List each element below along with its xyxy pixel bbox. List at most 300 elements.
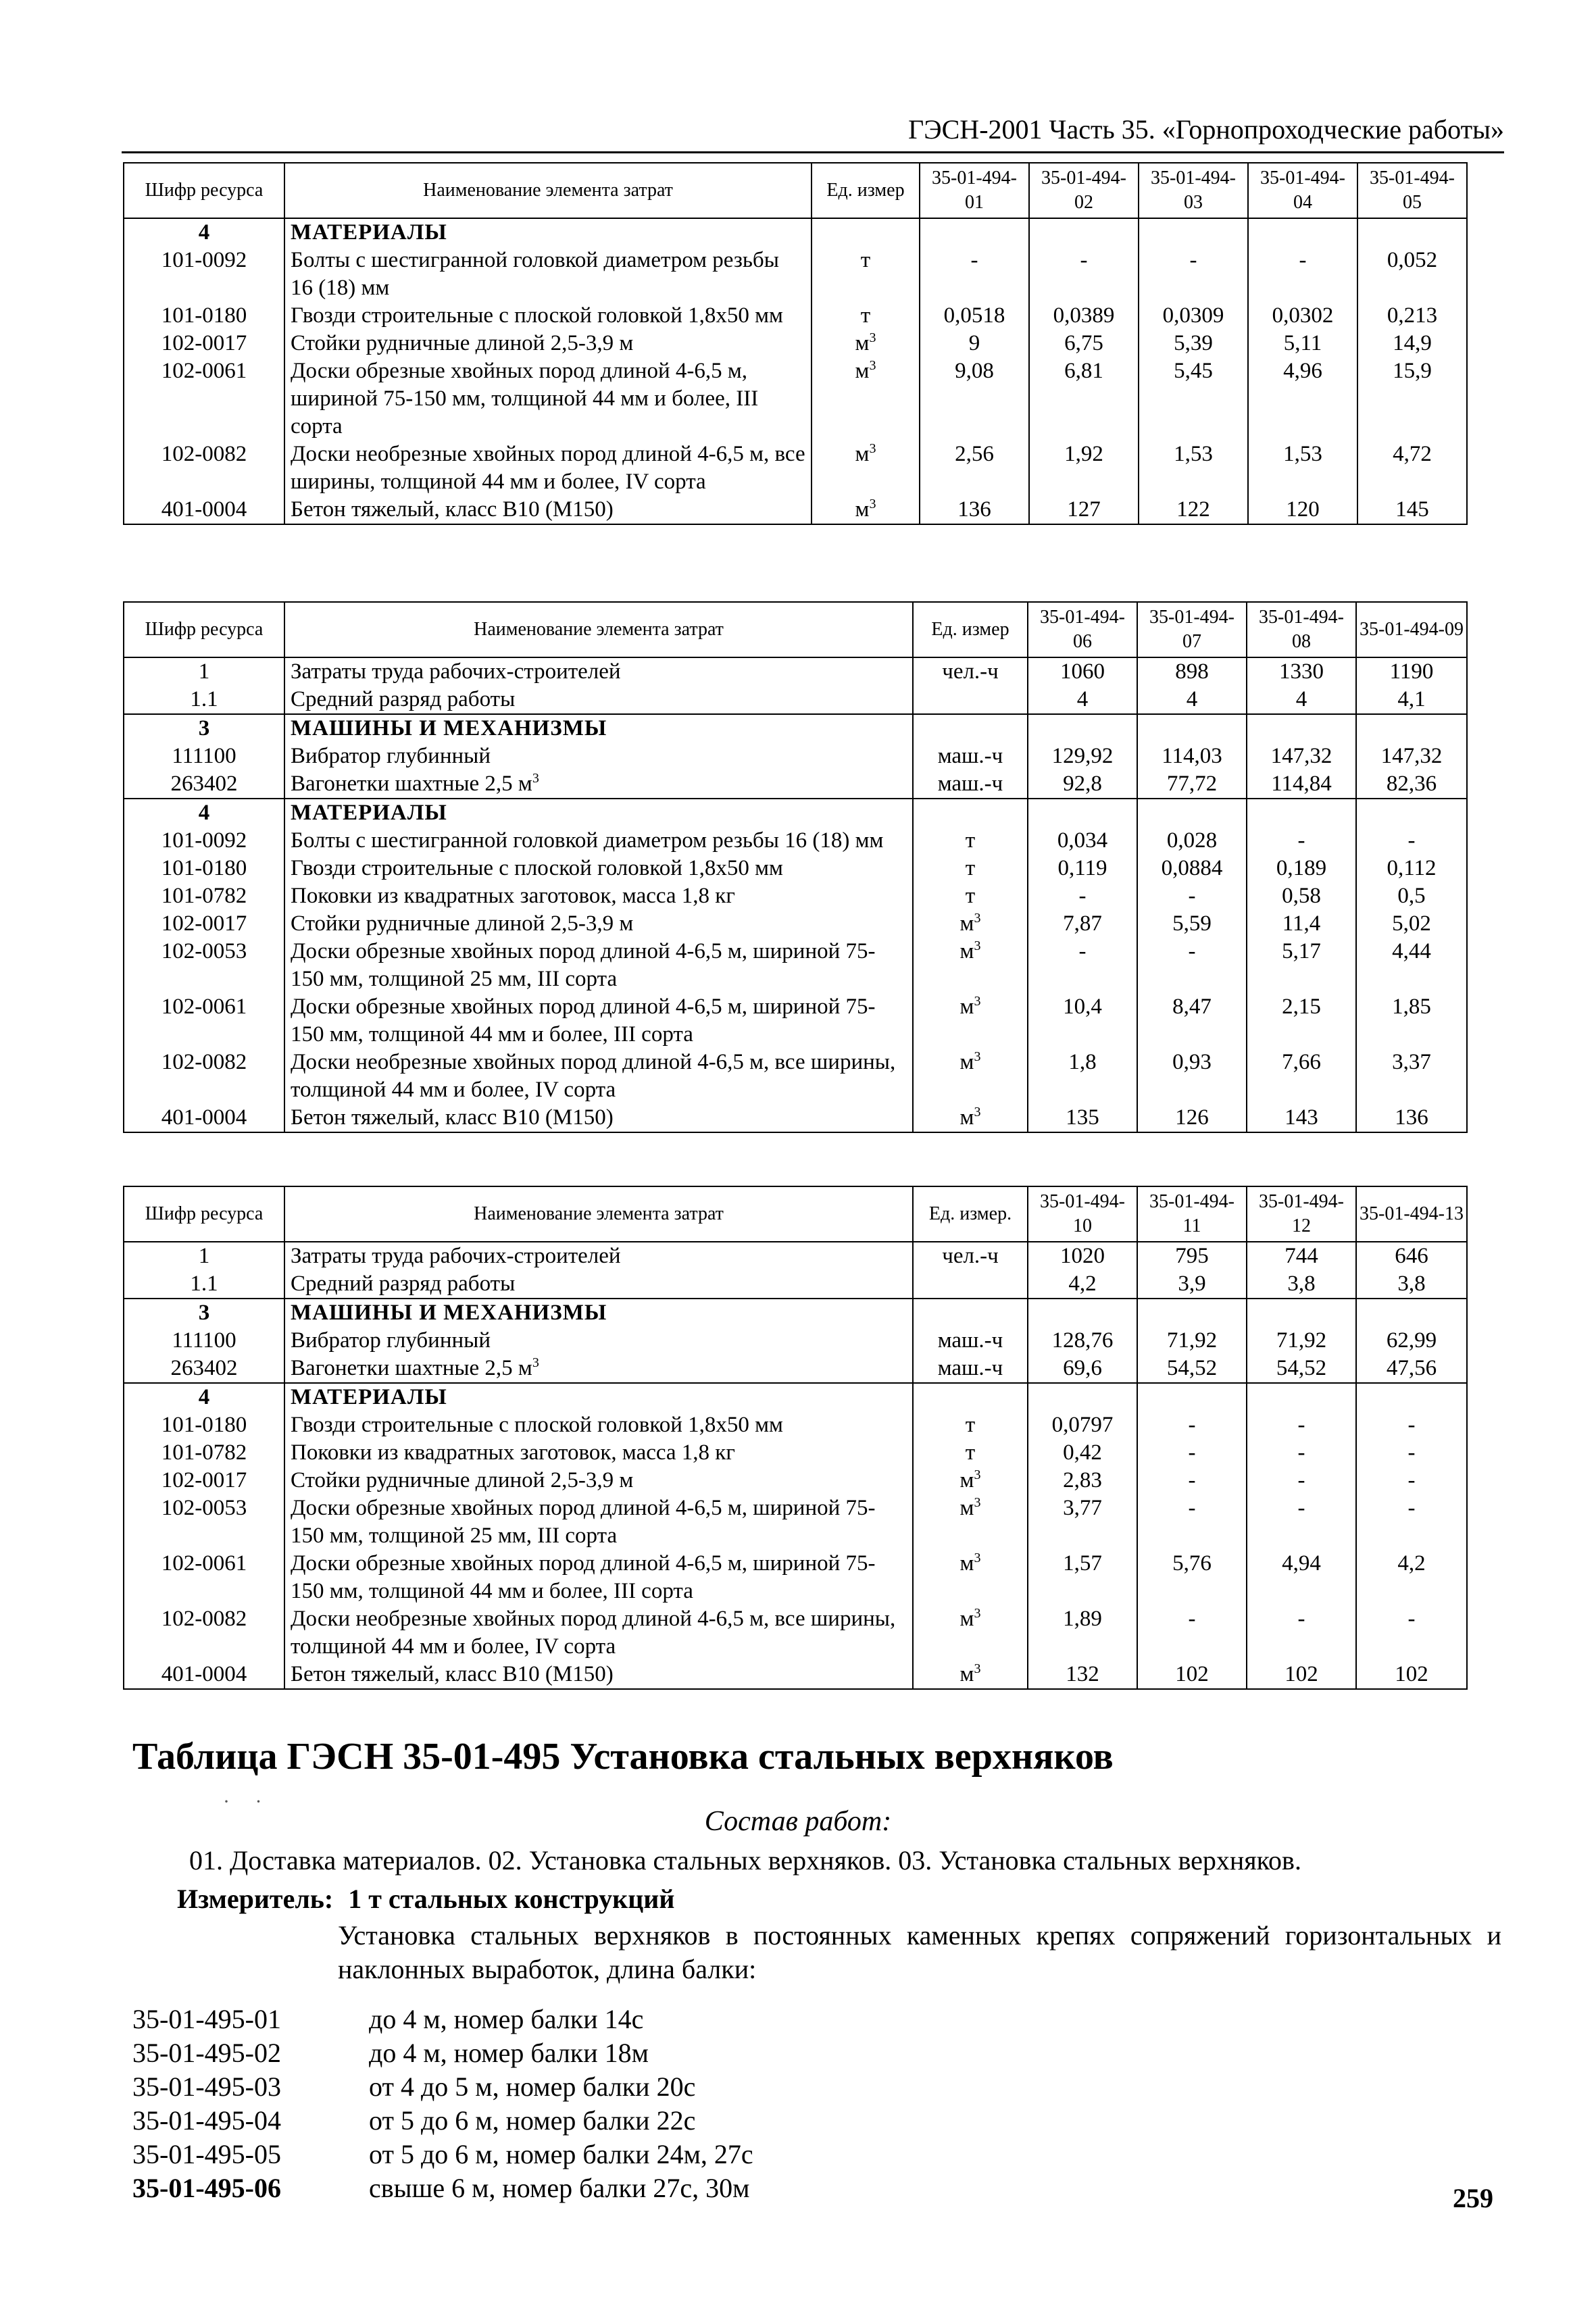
table-row [124,1355,1467,1383]
norm-value [1356,799,1467,827]
resource-name: Вагонетки шахтные 2,5 $м^3$ [284,770,913,799]
resource-name: Вибратор глубинный [284,743,913,770]
resource-unit: $м^3$ [913,1661,1028,1689]
norm-value: 1,92 [1029,441,1139,496]
norm-value: - [1248,247,1357,302]
norm-value: 4,2 [1028,1270,1137,1299]
page-number: 259 [1453,2183,1493,2213]
norm-value: - [1247,1411,1356,1439]
norm-value [1028,1299,1137,1327]
column-header-norm: 35-01-494-02 [1029,163,1139,218]
table-row [124,1494,1467,1550]
unit-exponent: 3 [869,358,876,373]
column-header-unit: Ед. измер. [913,1186,1028,1242]
variant-code: 35-01-495-06 [132,2173,281,2203]
norm-value: 15,9 [1357,357,1467,441]
norm-value: - [1247,827,1356,855]
composition-heading: Состав работ: [704,1806,892,1837]
variant-code: 35-01-495-05 [132,2139,281,2169]
resource-name: Поковки из квадратных заготовок, масса 1,8 кг [284,882,913,910]
norm-value: 135 [1028,1104,1137,1132]
resource-name: Доски обрезные хвойных пород длиной 4-6,5 м, шириной 75-150 мм, толщиной 25 мм, III сорта [284,1494,913,1550]
table-row [124,1327,1467,1355]
norm-value: 3,8 [1247,1270,1356,1299]
column-header-norm: 35-01-494-10 [1028,1186,1137,1242]
resource-table-494-01-05 [123,162,1468,525]
meter-value: 1 т стальных конструкций [348,1884,675,1914]
norm-value [1247,1383,1356,1411]
norm-value: 9 [920,330,1029,357]
norm-value: 7,87 [1028,910,1137,938]
table-row [124,855,1467,882]
resource-name: Средний разряд работы [284,1270,913,1299]
table-header-row [124,163,1467,218]
norm-value: 0,0302 [1248,302,1357,330]
norm-value: 0,0884 [1137,855,1247,882]
resource-unit [812,218,920,247]
variant-code: 35-01-495-03 [132,2071,281,2102]
norm-value: 4 [1247,686,1356,714]
norm-value: 0,0797 [1028,1411,1137,1439]
norm-value: 147,32 [1356,743,1467,770]
norm-value: 646 [1356,1242,1467,1270]
unit-exponent: 3 [532,1355,539,1370]
table-row [124,1049,1467,1104]
resource-name: Болты с шестигранной головкой диаметром резьбы 16 (18) мм [284,247,812,302]
norm-value [1029,218,1139,247]
resource-code: 1.1 [124,1270,284,1299]
norm-value [1248,218,1357,247]
resource-code: 101-0180 [124,1411,284,1439]
column-header-norm: 35-01-494-06 [1028,602,1137,657]
column-header-norm: 35-01-494-01 [920,163,1029,218]
norm-value: 2,83 [1028,1467,1137,1494]
column-header-norm: 35-01-494-11 [1137,1186,1247,1242]
norm-value: 0,58 [1247,882,1356,910]
table-row [124,743,1467,770]
norm-value: 54,52 [1137,1355,1247,1383]
composition-text: 01. Доставка материалов. 02. Установка стальных верхняков. 03. Установка стальных верхняков. [189,1845,1301,1876]
norm-value: 120 [1248,496,1357,524]
norm-value: 5,45 [1139,357,1248,441]
resource-unit: маш.-ч [913,743,1028,770]
norm-value: 3,37 [1356,1049,1467,1104]
norm-value: 0,0518 [920,302,1029,330]
norm-value: 898 [1137,657,1247,686]
resource-unit: $м^3$ [812,330,920,357]
norm-value: 744 [1247,1242,1356,1270]
norm-value: 6,81 [1029,357,1139,441]
norm-value: 1,8 [1028,1049,1137,1104]
norm-value [1137,1299,1247,1327]
column-header-norm: 35-01-494-04 [1248,163,1357,218]
norm-value [1357,218,1467,247]
norm-value: 54,52 [1247,1355,1356,1383]
variant-item [132,2104,753,2138]
column-header-name: Наименование элемента затрат [284,1186,913,1242]
resource-unit [913,686,1028,714]
norm-value: - [1356,1467,1467,1494]
table-row [124,247,1467,302]
norm-value: 0,112 [1356,855,1467,882]
norm-value: 3,77 [1028,1494,1137,1550]
resource-unit: $м^3$ [913,1550,1028,1605]
resource-unit: маш.-ч [913,770,1028,799]
resource-code: 102-0082 [124,441,284,496]
resource-unit: т [812,302,920,330]
resource-code: 102-0017 [124,910,284,938]
norm-value: 1190 [1356,657,1467,686]
resource-name: Затраты труда рабочих-строителей [284,1242,913,1270]
resource-code: 263402 [124,1355,284,1383]
norm-value: 2,15 [1247,993,1356,1049]
resource-name: Бетон тяжелый, класс В10 (М150) [284,1104,913,1132]
resource-name: Доски обрезные хвойных пород длиной 4-6,5 м, шириной 75-150 мм, толщиной 44 мм и более, III сорта [284,1550,913,1605]
resource-code: 3 [124,714,284,743]
resource-unit: т [913,1411,1028,1439]
resource-unit [913,799,1028,827]
resource-unit: $м^3$ [812,441,920,496]
resource-code: 102-0053 [124,1494,284,1550]
resource-name: Доски необрезные хвойных пород длиной 4-6,5 м, все ширины, толщиной 44 мм и более, IV сорта [284,1605,913,1661]
resource-unit: $м^3$ [913,938,1028,993]
resource-name: Вагонетки шахтные 2,5 $м^3$ [284,1355,913,1383]
resource-name: Средний разряд работы [284,686,913,714]
norm-value: 132 [1028,1661,1137,1689]
table-header-row [124,602,1467,657]
resource-name: МАТЕРИАЛЫ [284,799,913,827]
norm-value: 71,92 [1247,1327,1356,1355]
norm-value [1247,1299,1356,1327]
norm-value: 1,53 [1139,441,1248,496]
table-row [124,1439,1467,1467]
norm-value: - [1356,1494,1467,1550]
norm-value: - [1356,1439,1467,1467]
resource-name: МАТЕРИАЛЫ [284,1383,913,1411]
column-header-code: Шифр ресурса [124,163,284,218]
resource-name: Бетон тяжелый, класс В10 (М150) [284,496,812,524]
table-section-row [124,799,1467,827]
resource-name: Стойки рудничные длиной 2,5-3,9 м [284,330,812,357]
table-row [124,496,1467,524]
resource-code: 101-0092 [124,247,284,302]
norm-value: 47,56 [1356,1355,1467,1383]
norm-value: - [1137,1494,1247,1550]
norm-value: 2,56 [920,441,1029,496]
table-row [124,686,1467,714]
scan-specks: · · [223,1790,262,1813]
norm-value [1137,1383,1247,1411]
resource-code: 101-0782 [124,1439,284,1467]
norm-value: 5,39 [1139,330,1248,357]
norm-value: 82,36 [1356,770,1467,799]
norm-value [1028,714,1137,743]
resource-code: 263402 [124,770,284,799]
norm-value [1247,714,1356,743]
variant-code: 35-01-495-02 [132,2038,281,2068]
resource-code: 102-0082 [124,1049,284,1104]
unit-exponent: 3 [869,330,876,345]
column-header-norm: 35-01-494-13 [1356,1186,1467,1242]
resource-code: 4 [124,799,284,827]
table-row [124,1467,1467,1494]
norm-value: - [1139,247,1248,302]
resource-unit: т [913,855,1028,882]
table-row [124,302,1467,330]
variant-list [132,2003,753,2205]
table-title: Таблица ГЭСН 35-01-495 Установка стальных верхняков [132,1736,1114,1778]
resource-unit: чел.-ч [913,1242,1028,1270]
resource-name: МАТЕРИАЛЫ [284,218,812,247]
variant-item [132,2138,753,2171]
resource-name: МАШИНЫ И МЕХАНИЗМЫ [284,714,913,743]
resource-code: 1 [124,1242,284,1270]
norm-value: - [1247,1605,1356,1661]
norm-value: 128,76 [1028,1327,1137,1355]
resource-code: 102-0017 [124,330,284,357]
resource-code: 401-0004 [124,1104,284,1132]
norm-value: 4,44 [1356,938,1467,993]
column-header-norm: 35-01-494-08 [1247,602,1356,657]
variant-code: 35-01-495-01 [132,2004,281,2034]
norm-value [1247,799,1356,827]
norm-value: 126 [1137,1104,1247,1132]
table-row [124,827,1467,855]
resource-unit: чел.-ч [913,657,1028,686]
table-row [124,330,1467,357]
norm-value: 127 [1029,496,1139,524]
resource-name: МАШИНЫ И МЕХАНИЗМЫ [284,1299,913,1327]
meter-label: Измеритель: [177,1884,334,1914]
resource-unit: $м^3$ [913,1467,1028,1494]
table-row [124,1605,1467,1661]
resource-code: 102-0082 [124,1605,284,1661]
running-header: ГЭСН-2001 Часть 35. «Горнопроходческие работы» [908,114,1504,145]
resource-name: Гвозди строительные с плоской головкой 1,8х50 мм [284,1411,913,1439]
unit-exponent: 3 [974,1049,981,1064]
unit-exponent: 3 [974,994,981,1009]
norm-value: 5,02 [1356,910,1467,938]
resource-name: Гвозди строительные с плоской головкой 1,8х50 мм [284,855,913,882]
resource-code: 101-0180 [124,302,284,330]
column-header-code: Шифр ресурса [124,602,284,657]
unit-exponent: 3 [974,938,981,953]
norm-value: 62,99 [1356,1327,1467,1355]
table-row [124,938,1467,993]
norm-value: - [1137,1439,1247,1467]
norm-value: 0,119 [1028,855,1137,882]
column-header-unit: Ед. измер [812,163,920,218]
unit-exponent: 3 [974,1495,981,1510]
norm-value [1356,1299,1467,1327]
resource-unit: $м^3$ [913,910,1028,938]
resource-code: 102-0053 [124,938,284,993]
resource-code: 101-0782 [124,882,284,910]
table-row [124,1550,1467,1605]
norm-value: 1,57 [1028,1550,1137,1605]
norm-value: 102 [1356,1661,1467,1689]
norm-value: 6,75 [1029,330,1139,357]
column-header-unit: Ед. измер [913,602,1028,657]
norm-value: 8,47 [1137,993,1247,1049]
norm-value: 4 [1137,686,1247,714]
norm-value: 795 [1137,1242,1247,1270]
resource-name: Поковки из квадратных заготовок, масса 1,8 кг [284,1439,913,1467]
norm-value: - [1247,1467,1356,1494]
norm-value: - [1029,247,1139,302]
table-row [124,910,1467,938]
table-row [124,1242,1467,1270]
resource-name: Бетон тяжелый, класс В10 (М150) [284,1661,913,1689]
norm-value: 1020 [1028,1242,1137,1270]
resource-unit: $м^3$ [913,1494,1028,1550]
variant-item [132,2070,753,2104]
norm-value: 9,08 [920,357,1029,441]
resource-unit: маш.-ч [913,1355,1028,1383]
table-section-row [124,218,1467,247]
resource-table-494-10-13 [123,1186,1468,1690]
resource-code: 102-0061 [124,993,284,1049]
unit-exponent: 3 [869,497,876,511]
resource-unit: $м^3$ [913,1605,1028,1661]
unit-exponent: 3 [974,1551,981,1565]
norm-value: - [1028,938,1137,993]
variant-desc: свыше 6 м, номер балки 27с, 30м [369,2173,750,2203]
variant-desc: от 5 до 6 м, номер балки 22с [369,2105,696,2136]
norm-value: 145 [1357,496,1467,524]
norm-value: - [1356,827,1467,855]
norm-value: 0,028 [1137,827,1247,855]
norm-value: - [1028,882,1137,910]
resource-code: 111100 [124,743,284,770]
norm-value: 114,84 [1247,770,1356,799]
table-row [124,657,1467,686]
norm-value: - [1137,1605,1247,1661]
resource-unit [913,714,1028,743]
resource-code: 4 [124,218,284,247]
norm-value [1028,799,1137,827]
norm-value: 5,76 [1137,1550,1247,1605]
resource-table-494-06-09 [123,601,1468,1133]
norm-value: 4,96 [1248,357,1357,441]
norm-value: 0,0389 [1029,302,1139,330]
resource-unit: т [812,247,920,302]
norm-value: 0,5 [1356,882,1467,910]
resource-code: 101-0092 [124,827,284,855]
column-header-norm: 35-01-494-09 [1356,602,1467,657]
resource-code: 102-0061 [124,357,284,441]
resource-code: 3 [124,1299,284,1327]
resource-name: Доски обрезные хвойных пород длиной 4-6,5 м, шириной 75-150 мм, толщиной 44 мм и более, III сорта [284,357,812,441]
column-header-norm: 35-01-494-05 [1357,163,1467,218]
column-header-norm: 35-01-494-07 [1137,602,1247,657]
norm-value: 0,189 [1247,855,1356,882]
norm-value: - [1137,1467,1247,1494]
header-rule [122,151,1504,153]
table-row [124,1270,1467,1299]
table-row [124,1104,1467,1132]
resource-name: Доски необрезные хвойных пород длиной 4-6,5 м, все ширины, толщиной 44 мм и более, IV сорта [284,441,812,496]
resource-unit [913,1270,1028,1299]
norm-value: 4,72 [1357,441,1467,496]
norm-value: 1,85 [1356,993,1467,1049]
norm-value: 1,89 [1028,1605,1137,1661]
variant-desc: от 5 до 6 м, номер балки 24м, 27с [369,2139,753,2169]
norm-value: 69,6 [1028,1355,1137,1383]
resource-unit: $м^3$ [913,993,1028,1049]
norm-value: 5,17 [1247,938,1356,993]
column-header-code: Шифр ресурса [124,1186,284,1242]
resource-name: Доски обрезные хвойных пород длиной 4-6,5 м, шириной 75-150 мм, толщиной 44 мм и более, III сорта [284,993,913,1049]
norm-value: 0,93 [1137,1049,1247,1104]
norm-value [1356,714,1467,743]
norm-value: 71,92 [1137,1327,1247,1355]
resource-unit [913,1299,1028,1327]
resource-code: 102-0061 [124,1550,284,1605]
norm-value: 1060 [1028,657,1137,686]
norm-value: 4,94 [1247,1550,1356,1605]
variant-desc: до 4 м, номер балки 18м [369,2038,649,2068]
resource-name: Доски обрезные хвойных пород длиной 4-6,5 м, шириной 75-150 мм, толщиной 25 мм, III сорта [284,938,913,993]
norm-value: 3,8 [1356,1270,1467,1299]
resource-code: 1.1 [124,686,284,714]
norm-value: 0,42 [1028,1439,1137,1467]
norm-value [1137,799,1247,827]
resource-name: Вибратор глубинный [284,1327,913,1355]
norm-value: 11,4 [1247,910,1356,938]
table-row [124,993,1467,1049]
norm-value: 147,32 [1247,743,1356,770]
table-header-row [124,1186,1467,1242]
table-row [124,441,1467,496]
unit-exponent: 3 [974,1105,981,1120]
resource-name: Болты с шестигранной головкой диаметром резьбы 16 (18) мм [284,827,913,855]
norm-value: 4,2 [1356,1550,1467,1605]
norm-value: 136 [1356,1104,1467,1132]
resource-code: 4 [124,1383,284,1411]
norm-value: - [920,247,1029,302]
norm-value: 136 [920,496,1029,524]
table-row [124,882,1467,910]
norm-value: - [1137,882,1247,910]
norm-value: 92,8 [1028,770,1137,799]
norm-value: - [1356,1411,1467,1439]
table-section-row [124,1383,1467,1411]
norm-value: 143 [1247,1104,1356,1132]
table-row [124,1661,1467,1689]
norm-value: 7,66 [1247,1049,1356,1104]
resource-unit: маш.-ч [913,1327,1028,1355]
norm-value: - [1137,938,1247,993]
norm-value: 10,4 [1028,993,1137,1049]
variant-item [132,2003,753,2036]
norm-value: - [1137,1411,1247,1439]
resource-name: Стойки рудничные длиной 2,5-3,9 м [284,1467,913,1494]
column-header-name: Наименование элемента затрат [284,602,913,657]
table-row [124,357,1467,441]
norm-value [1139,218,1248,247]
norm-value: 0,213 [1357,302,1467,330]
unit-exponent: 3 [532,771,539,786]
norm-value: 4 [1028,686,1137,714]
norm-value: 0,0309 [1139,302,1248,330]
norm-value: 122 [1139,496,1248,524]
norm-value: 114,03 [1137,743,1247,770]
variant-item [132,2036,753,2070]
variant-desc: от 4 до 5 м, номер балки 20с [369,2071,696,2102]
norm-value [920,218,1029,247]
resource-unit [913,1383,1028,1411]
